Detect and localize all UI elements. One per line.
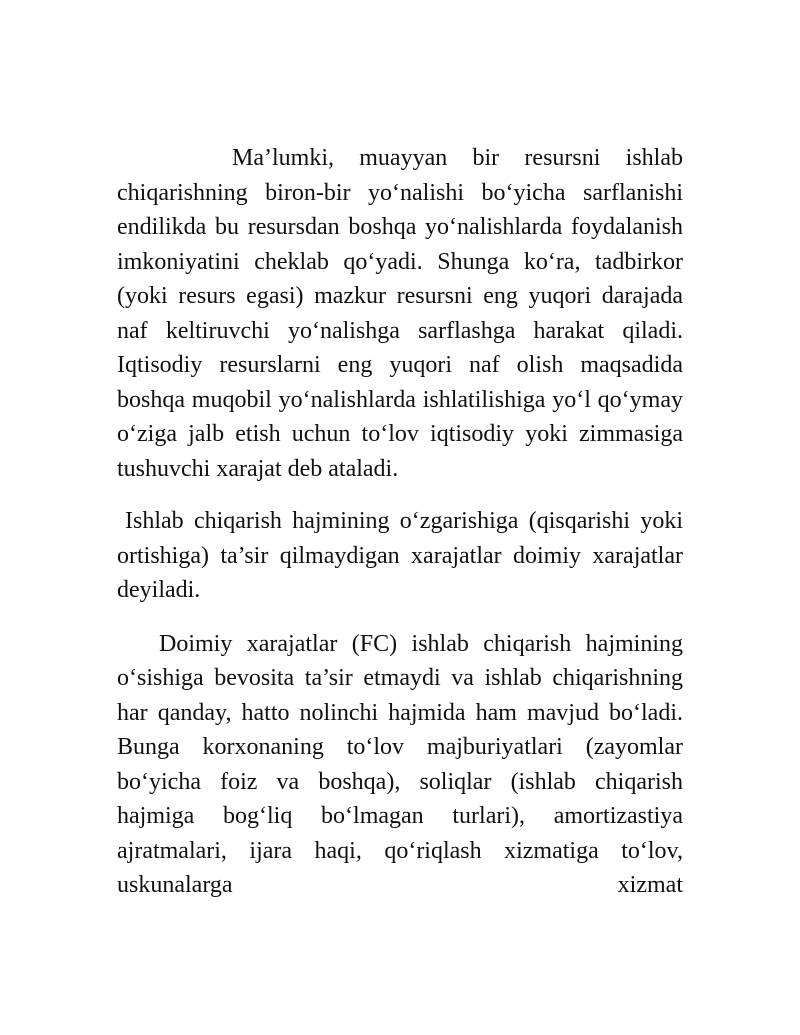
paragraph-fixed-costs-details: Doimiy xarajatlar (FC) ishlab chiqarish hajmining o‘sishiga bevosita ta’sir etmaydi va ishlab chiqarishning har qanday, hatto nolinchi hajmida ham mavjud bo‘ladi. Bunga korxonaning to‘lov majburiyatlari (zayomlar bo‘yicha foiz va boshqa), soliqlar (ishlab chiqarish hajmiga bog‘liq bo‘lmagan turlari), amortizastiya ajratmalari, ijara haqi, qo‘riqlash xizmatiga to‘lov, uskunalarga xizmat (117, 630, 683, 898)
document-page (117, 141, 683, 903)
paragraph-opportunity-cost: Ma’lumki, muayyan bir resursni ishlab chiqarishning biron-bir yo‘nalishi bo‘yicha sarflanishi endilikda bu resursdan boshqa yo‘nalishlarda foydalanish imkoniyatini cheklab qo‘yadi. Shunga ko‘ra, tadbirkor (yoki resurs egasi) mazkur resursni eng yuqori darajada naf keltiruvchi yo‘nalishga sarflashga harakat qiladi. Iqtisodiy resurslarni eng yuqori naf olish maqsadida boshqa muqobil yo‘nalishlarda ishlatilishiga yo‘l qo‘ymay o‘ziga jalb etish uchun to‘lov iqtisodiy yoki zimmasiga tushuvchi xarajat deb ataladi. (117, 145, 683, 482)
paragraph-fixed-costs-definition: Ishlab chiqarish hajmining o‘zgarishiga (qisqarishi yoki ortishiga) ta’sir qilmaydigan xarajatlar doimiy xarajatlar deyiladi. (117, 508, 683, 603)
